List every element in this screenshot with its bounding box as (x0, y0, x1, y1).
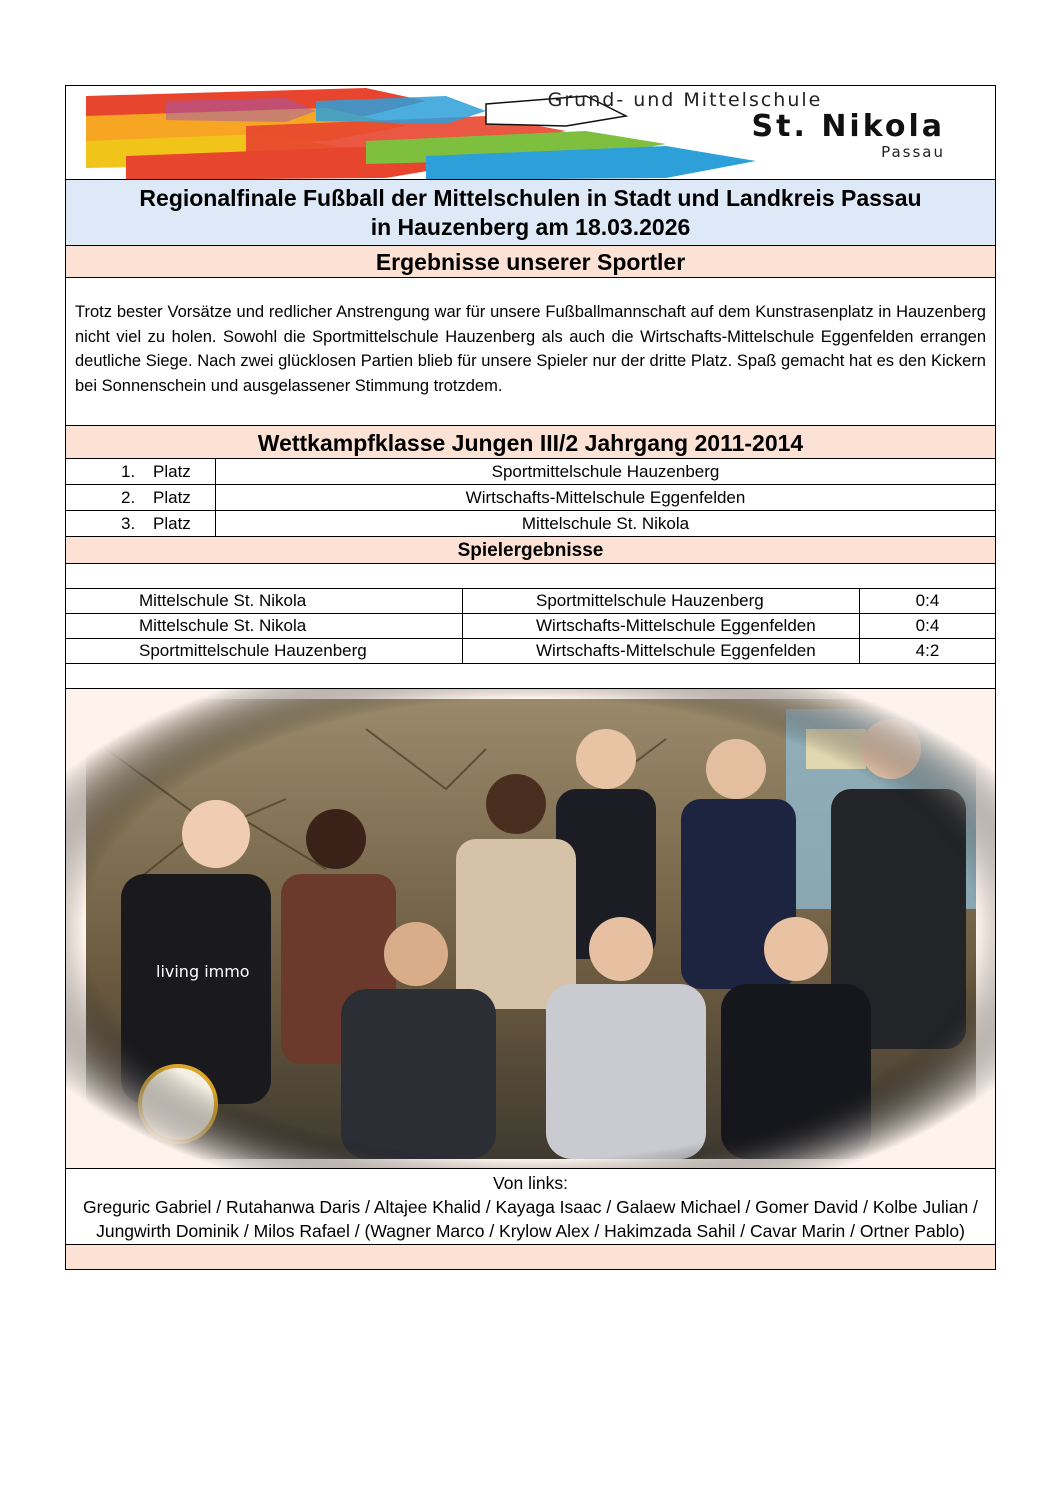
rank-label: Platz (153, 488, 191, 507)
match-score: 4:2 (915, 641, 940, 660)
rank: 2. (121, 488, 136, 507)
away-team: Wirtschafts-Mittelschule Eggenfelden (463, 614, 860, 638)
standings-row (66, 511, 995, 537)
title-line-1: Regionalfinale Fußball der Mittelschulen in Stadt und Landkreis Passau (139, 185, 922, 211)
rank: 1. (121, 462, 136, 481)
spacer-row (66, 664, 995, 689)
team-photo-illustration (66, 689, 995, 1169)
team-name: Wirtschafts-Mittelschule Eggenfelden (465, 488, 746, 507)
school-name (425, 89, 945, 161)
team-name: Sportmittelschule Hauzenberg (491, 462, 720, 481)
match-row (66, 589, 995, 614)
rank: 3. (121, 514, 136, 533)
away-team: Wirtschafts-Mittelschule Eggenfelden (463, 639, 860, 663)
spacer-row (66, 564, 995, 589)
home-team: Mittelschule St. Nikola (66, 589, 463, 613)
logo-line-1: Grund- und Mittelschule (547, 89, 823, 111)
away-team: Sportmittelschule Hauzenberg (463, 589, 860, 613)
page-title (66, 180, 995, 246)
home-team: Mittelschule St. Nikola (66, 614, 463, 638)
rank-label: Platz (153, 462, 191, 481)
rank-label: Platz (153, 514, 191, 533)
school-logo-banner (66, 86, 995, 180)
match-score: 0:4 (915, 616, 940, 635)
caption-line-1: Von links: (493, 1173, 568, 1193)
match-row (66, 614, 995, 639)
competition-heading: Wettkampfklasse Jungen III/2 Jahrgang 2011-2014 (66, 426, 995, 459)
logo-line-3: Passau (881, 143, 945, 161)
caption-line-2: Greguric Gabriel / Rutahanwa Daris / Altajee Khalid / Kayaga Isaac / Galaew Michael / Gomer David / Kolbe Julian / (83, 1197, 978, 1217)
match-score: 0:4 (915, 591, 940, 610)
standings-row (66, 459, 995, 485)
footer-bar (66, 1245, 995, 1269)
title-line-2: in Hauzenberg am 18.03.2026 (370, 214, 691, 240)
intro-paragraph: Trotz bester Vorsätze und redlicher Anstrengung war für unsere Fußballmannschaft auf dem Kunstrasenplatz in Hauzenberg nicht viel zu holen. Sowohl die Sportmittelschule Hauzenberg als auch die Wirtschafts-Mittelschule Eggenfelden errangen deutliche Siege. Nach zwei glücklosen Partien blieb für unsere Spieler nur der dritte Platz. Spaß gemacht hat es den Kickern bei Sonnenschein und ausgelassener Stimmung trotzdem. (66, 278, 995, 426)
home-team: Sportmittelschule Hauzenberg (66, 639, 463, 663)
photo-caption (66, 1169, 995, 1245)
results-sheet (65, 85, 996, 1270)
logo-line-2: St. Nikola (751, 109, 945, 144)
match-row (66, 639, 995, 664)
team-photo (66, 689, 995, 1169)
standings-row (66, 485, 995, 511)
section-heading-results: Ergebnisse unserer Sportler (66, 246, 995, 278)
caption-line-3: Jungwirth Dominik / Milos Rafael / (Wagner Marco / Krylow Alex / Hakimzada Sahil / Cavar Marin / Ortner Pablo) (96, 1221, 965, 1241)
team-name: Mittelschule St. Nikola (521, 514, 690, 533)
section-heading-matches: Spielergebnisse (66, 537, 995, 564)
